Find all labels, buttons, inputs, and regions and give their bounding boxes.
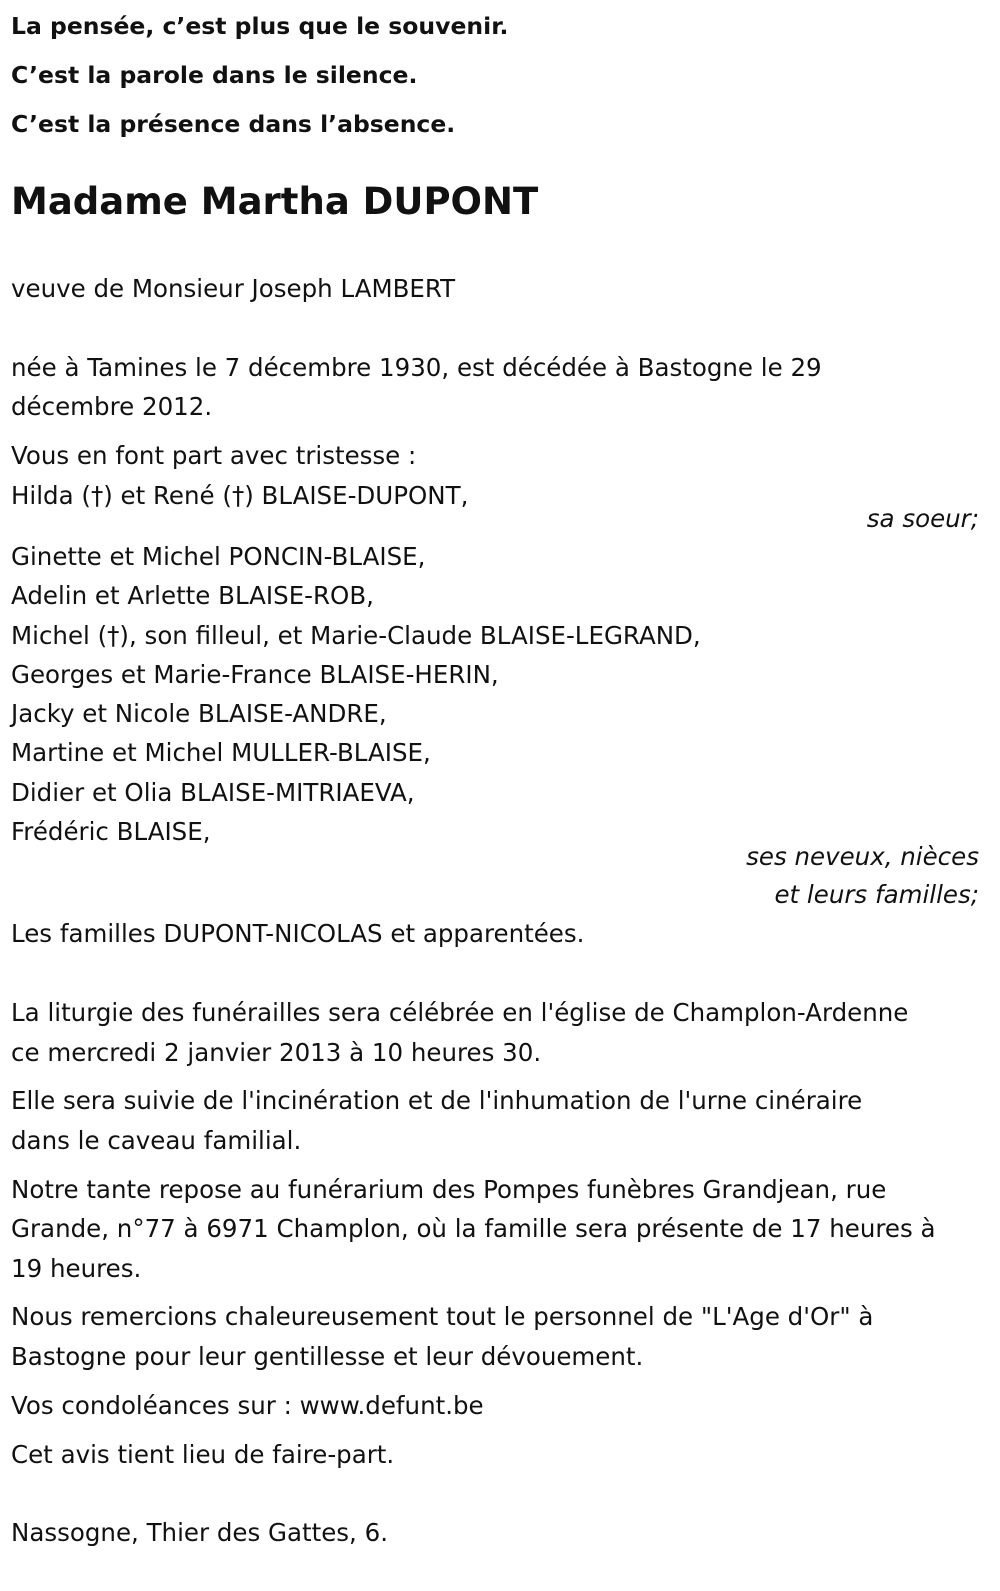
epigraph-line-1: La pensée, c’est plus que le souvenir. bbox=[11, 12, 509, 40]
birth-death-line-2: décembre 2012. bbox=[11, 392, 213, 421]
nephew-line: Jacky et Nicole BLAISE-ANDRE, bbox=[11, 699, 387, 728]
nephew-line: Frédéric BLAISE, bbox=[11, 817, 211, 846]
incineration-line-1: Elle sera suivie de l'incinération et de l'inhumation de l'urne cinéraire bbox=[11, 1086, 863, 1115]
nephew-line: Adelin et Arlette BLAISE-ROB, bbox=[11, 581, 374, 610]
intro-line: Vous en font part avec tristesse : bbox=[11, 441, 417, 470]
nephews-role-line-1: ses neveux, nièces bbox=[746, 842, 979, 871]
nephew-line: Georges et Marie-France BLAISE-HERIN, bbox=[11, 660, 499, 689]
address-line: Nassogne, Thier des Gattes, 6. bbox=[11, 1518, 388, 1547]
epigraph-line-2: C’est la parole dans le silence. bbox=[11, 61, 418, 89]
thanks-line-1: Nous remercions chaleureusement tout le personnel de "L'Age d'Or" à bbox=[11, 1302, 874, 1331]
nephew-line: Ginette et Michel PONCIN-BLAISE, bbox=[11, 542, 426, 571]
sister-line: Hilda (†) et René (†) BLAISE-DUPONT, bbox=[11, 481, 469, 510]
deceased-name: Madame Martha DUPONT bbox=[11, 180, 539, 223]
nephew-line: Michel (†), son filleul, et Marie-Claude BLAISE-LEGRAND, bbox=[11, 621, 701, 650]
nephew-line: Didier et Olia BLAISE-MITRIAEVA, bbox=[11, 778, 415, 807]
funerarium-line-3: 19 heures. bbox=[11, 1254, 142, 1283]
notice-line: Cet avis tient lieu de faire-part. bbox=[11, 1440, 395, 1469]
liturgy-line-1: La liturgie des funérailles sera célébrée en l'église de Champlon-Ardenne bbox=[11, 998, 909, 1027]
epigraph-line-3: C’est la présence dans l’absence. bbox=[11, 110, 456, 138]
funerarium-line-2: Grande, n°77 à 6971 Champlon, où la famille sera présente de 17 heures à bbox=[11, 1214, 936, 1243]
liturgy-line-2: ce mercredi 2 janvier 2013 à 10 heures 30. bbox=[11, 1038, 542, 1067]
birth-death-line-1: née à Tamines le 7 décembre 1930, est décédée à Bastogne le 29 bbox=[11, 353, 822, 382]
nephew-line: Martine et Michel MULLER-BLAISE, bbox=[11, 738, 431, 767]
funerarium-line-1: Notre tante repose au funérarium des Pompes funèbres Grandjean, rue bbox=[11, 1175, 887, 1204]
sister-role: sa soeur; bbox=[866, 504, 979, 533]
incineration-line-2: dans le caveau familial. bbox=[11, 1126, 302, 1155]
condolences-line: Vos condoléances sur : www.defunt.be bbox=[11, 1391, 484, 1420]
spouse-line: veuve de Monsieur Joseph LAMBERT bbox=[11, 274, 456, 303]
thanks-line-2: Bastogne pour leur gentillesse et leur dévouement. bbox=[11, 1342, 644, 1371]
nephews-role-line-2: et leurs familles; bbox=[774, 880, 979, 909]
families-line: Les familles DUPONT-NICOLAS et apparentées. bbox=[11, 919, 585, 948]
